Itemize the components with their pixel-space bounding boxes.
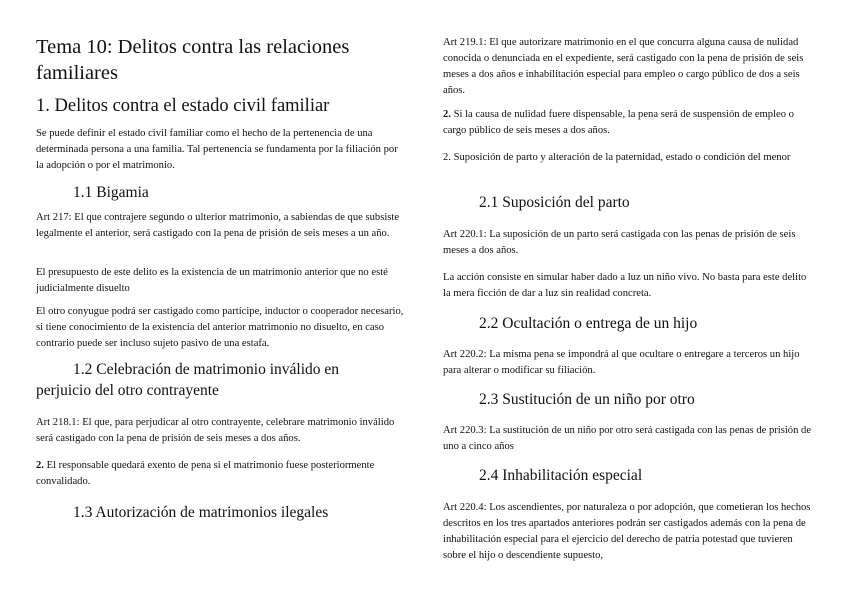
subsection-1-2-heading-line2: perjuicio del otro contrayente: [36, 382, 219, 399]
subsection-1-2-heading-line1: 1.2 Celebración de matrimonio inválido en: [73, 361, 340, 378]
art-220-3-paragraph: Art 220.3: La sustitución de un niño por otro será castigada con las penas de prisión de uno a cinco años: [443, 425, 812, 452]
subsection-1-3-heading: 1.3 Autorización de matrimonios ilegales: [73, 504, 329, 521]
chapter-title: Tema 10: Delitos contra las relaciones familiares: [36, 36, 350, 84]
conyugue-paragraph: El otro conyugue podrá ser castigado como partícipe, inductor o cooperador necesario, si tiene conocimiento de la existencia del anterior matrimonio no disuelto, en caso contrario puede ser incluso sujeto pasivo de una estafa.: [36, 306, 404, 349]
item-text: Si la causa de nulidad fuere dispensable, la pena será de suspensión de empleo o cargo público de seis meses a dos años.: [443, 109, 794, 136]
art-217-paragraph: Art 217: El que contrajere segundo o ulterior matrimonio, a sabiendas de que subsiste legalmente el anterior, será castigado con la pena de prisión de seis meses a un año.: [36, 212, 400, 239]
art-220-2-paragraph: Art 220.2: La misma pena se impondrá al que ocultare o entregare a terceros un hijo para alterar o modificar su filiación.: [443, 349, 800, 376]
art-218-1-paragraph: Art 218.1: El que, para perjudicar al otro contrayente, celebrare matrimonio inválido será castigado con la pena de prisión de seis meses a dos años.: [36, 417, 395, 444]
subsection-2-4-heading: 2.4 Inhabilitación especial: [479, 467, 643, 484]
section-1-paragraph: Se puede definir el estado civil familiar como el hecho de la pertenencia de una determinada persona a una familia. Tal pertenencia se fundamenta por la filiación por la adopción o por el matrimonio.: [36, 128, 398, 171]
subsection-2-3-heading: 2.3 Sustitución de un niño por otro: [479, 391, 695, 408]
presupuesto-paragraph: El presupuesto de este delito es la existencia de un matrimonio anterior que no esté judicialmente disuelto: [36, 267, 388, 294]
art-218-2-paragraph: [36, 458, 408, 490]
item-text: El responsable quedará exento de pena si el matrimonio fuese posteriormente convalidado.: [36, 460, 375, 487]
accion-paragraph: La acción consiste en simular haber dado a luz un niño vivo. No basta para este delito la mera ficción de dar a luz sin realidad concreta.: [443, 272, 807, 299]
subsection-2-1-heading: 2.1 Suposición del parto: [479, 194, 630, 211]
subsection-2-2-heading: 2.2 Ocultación o entrega de un hijo: [479, 315, 698, 332]
art-219-1-paragraph: Art 219.1: El que autorizare matrimonio en el que concurra alguna causa de nulidad conocida o denunciada en el expediente, será castigado con la pena de prisión de seis meses a dos años e inhabilitación especial para empleo o cargo público de dos a seis años.: [443, 37, 804, 96]
art-220-1-paragraph: Art 220.1: La suposición de un parto será castigada con las penas de prisión de seis meses a dos años.: [443, 229, 796, 256]
item-number: 2.: [36, 460, 44, 471]
art-219-2-paragraph: [443, 107, 815, 139]
section-2-paragraph: 2. Suposición de parto y alteración de la paternidad, estado o condición del menor: [443, 152, 791, 163]
art-220-4-paragraph: Art 220.4: Los ascendientes, por naturaleza o por adopción, que cometieran los hechos descritos en los tres apartados anteriores podrán ser castigados además con la pena de inhabilitación especial para el ejercicio del derecho de patria potestad que tuvieren sobre el hijo o descendiente supuesto,: [443, 502, 811, 561]
section-1-heading: 1. Delitos contra el estado civil familiar: [36, 96, 330, 116]
subsection-1-1-heading: 1.1 Bigamia: [73, 184, 149, 201]
item-number: 2.: [443, 109, 451, 120]
